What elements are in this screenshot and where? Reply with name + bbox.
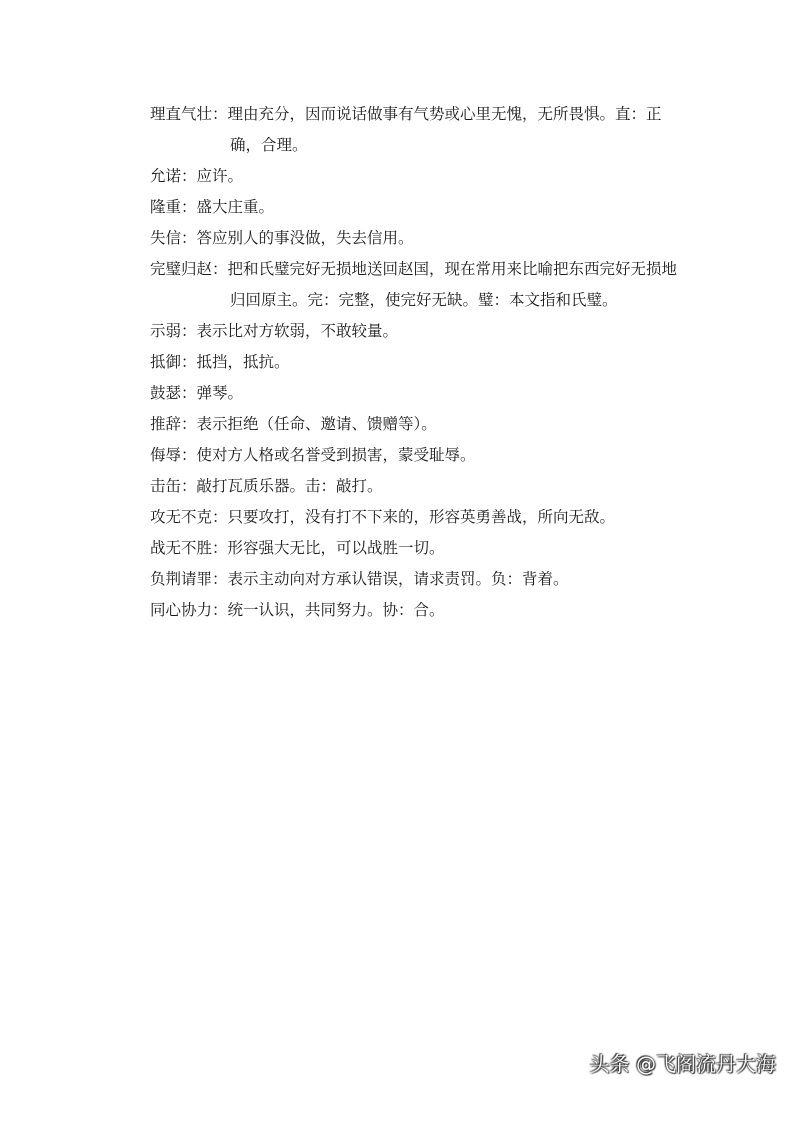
entry-definition: 统一认识，共同努力。协：合。: [227, 601, 445, 619]
entry-definition: 表示拒绝（任命、邀请、馈赠等）。: [196, 415, 437, 433]
entry-definition: 弹琴。: [196, 384, 244, 402]
vocabulary-entry: [150, 471, 690, 502]
entry-term: 理直气壮：: [150, 105, 228, 123]
vocabulary-entry: [150, 409, 690, 440]
entry-definition: 敲打瓦质乐器。击：敲打。: [196, 477, 383, 495]
entry-definition: 表示比对方软弱，不敢较量。: [196, 322, 399, 340]
entry-definition: 答应别人的事没做，失去信用。: [196, 229, 414, 247]
vocabulary-entry: [150, 223, 690, 254]
vocabulary-entry: [150, 316, 690, 347]
vocabulary-entry: [150, 99, 690, 161]
vocabulary-entry: [150, 254, 690, 316]
vocabulary-entry: [150, 533, 690, 564]
entry-term: 击缶：: [150, 477, 197, 495]
vocabulary-entry: [150, 378, 690, 409]
entry-definition: 表示主动向对方承认错误，请求责罚。负：背着。: [227, 570, 569, 588]
entry-term: 抵御：: [150, 353, 197, 371]
entry-term: 鼓瑟：: [150, 384, 197, 402]
entry-term: 隆重：: [150, 198, 197, 216]
entry-term: 攻无不克：: [150, 508, 228, 526]
vocabulary-entry: [150, 440, 690, 471]
entry-term: 同心协力：: [150, 601, 228, 619]
entry-term: 失信：: [150, 229, 197, 247]
vocabulary-list: [150, 99, 690, 626]
vocabulary-entry: [150, 347, 690, 378]
entry-definition: 理由充分，因而说话做事有气势或心里无愧，无所畏惧。直：正确，合理。: [227, 105, 662, 154]
entry-term: 战无不胜：: [150, 539, 228, 557]
entry-term: 推辞：: [150, 415, 197, 433]
entry-definition: 只要攻打，没有打不下来的，形容英勇善战，所向无敌。: [227, 508, 616, 526]
vocabulary-entry: [150, 161, 690, 192]
entry-term: 允诺：: [150, 167, 197, 185]
vocabulary-entry: [150, 502, 690, 533]
entry-definition: 使对方人格或名誉受到损害，蒙受耻辱。: [196, 446, 476, 464]
vocabulary-entry: [150, 595, 690, 626]
entry-definition: 形容强大无比，可以战胜一切。: [227, 539, 445, 557]
watermark: 头条 @飞阁流丹大海: [589, 1052, 776, 1076]
entry-term: 侮辱：: [150, 446, 197, 464]
vocabulary-entry: [150, 564, 690, 595]
entry-definition: 抵挡，抵抗。: [196, 353, 290, 371]
entry-term: 示弱：: [150, 322, 197, 340]
entry-definition: 盛大庄重。: [196, 198, 275, 216]
entry-term: 负荆请罪：: [150, 570, 228, 588]
entry-term: 完璧归赵：: [150, 260, 228, 278]
entry-definition: 应许。: [196, 167, 244, 185]
entry-definition: 把和氏璧完好无损地送回赵国，现在常用来比喻把东西完好无损地归回原主。完：完整，使完好无缺。璧：本文指和氏璧。: [227, 260, 678, 309]
vocabulary-entry: [150, 192, 690, 223]
